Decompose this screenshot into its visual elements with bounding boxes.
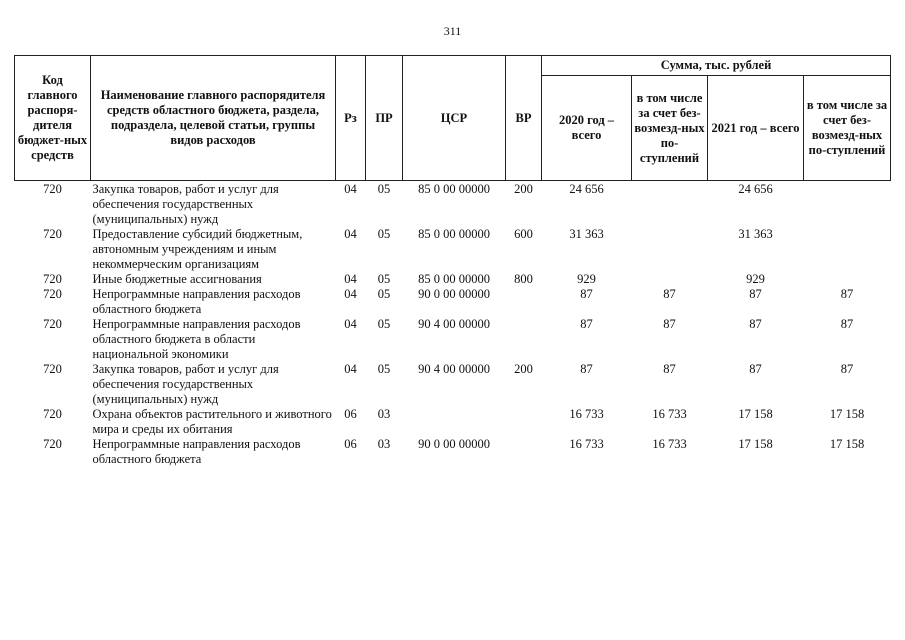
cell-rz: 06 xyxy=(344,407,357,421)
cell-csr xyxy=(403,407,506,437)
cell-csr: 85 0 00 00000 xyxy=(418,227,490,241)
table-row xyxy=(15,407,891,437)
table-row xyxy=(15,317,891,362)
header-code: Код главного распоря-дителя бюджет-ных средств xyxy=(15,56,91,181)
header-2020-total: 2020 год – всего xyxy=(542,76,632,181)
cell-2020-free: 87 xyxy=(663,362,676,376)
cell-2021-total: 17 158 xyxy=(738,437,773,451)
cell-code: 720 xyxy=(43,227,62,241)
cell-2020-free: 87 xyxy=(663,317,676,331)
cell-vr: 800 xyxy=(514,272,533,286)
cell-code: 720 xyxy=(43,272,62,286)
table-body xyxy=(15,181,891,468)
cell-name: Непрограммные направления расходов областного бюджета xyxy=(92,437,301,466)
cell-name: Закупка товаров, работ и услуг для обеспечения государственных (муниципальных) нужд xyxy=(92,182,279,226)
header-name: Наименование главного распорядителя средств областного бюджета, раздела, подраздела, целевой статьи, группы видов расходов xyxy=(91,56,336,181)
cell-2020-free: 16 733 xyxy=(652,407,687,421)
cell-pr: 03 xyxy=(377,407,391,421)
header-rz: Рз xyxy=(336,56,366,181)
cell-code: 720 xyxy=(43,182,62,196)
cell-code: 720 xyxy=(43,407,62,421)
cell-rz: 04 xyxy=(344,272,357,286)
cell-2021-free: 17 158 xyxy=(829,407,865,421)
cell-pr: 05 xyxy=(377,287,391,301)
cell-2020-total: 87 xyxy=(580,287,593,301)
cell-2021-free: 87 xyxy=(840,362,854,376)
cell-2020-free: 16 733 xyxy=(652,437,687,451)
cell-pr: 05 xyxy=(377,317,391,331)
cell-2020-free xyxy=(632,227,708,272)
cell-2020-total: 929 xyxy=(577,272,596,286)
cell-pr: 03 xyxy=(377,437,391,451)
cell-code: 720 xyxy=(43,362,62,376)
cell-2021-total: 87 xyxy=(749,317,762,331)
table-header xyxy=(15,56,891,181)
cell-vr: 600 xyxy=(514,227,533,241)
cell-rz: 04 xyxy=(344,287,357,301)
cell-csr: 85 0 00 00000 xyxy=(418,182,490,196)
cell-2020-free: 87 xyxy=(663,287,676,301)
cell-code: 720 xyxy=(43,317,62,331)
cell-name: Закупка товаров, работ и услуг для обеспечения государственных (муниципальных) нужд xyxy=(92,362,279,406)
cell-2020-free xyxy=(632,272,708,287)
cell-2021-total: 87 xyxy=(749,287,762,301)
cell-2020-total: 31 363 xyxy=(569,227,604,241)
cell-2021-free: 87 xyxy=(840,317,854,331)
cell-rz: 04 xyxy=(344,317,357,331)
header-csr: ЦСР xyxy=(403,56,506,181)
budget-table xyxy=(14,55,891,467)
cell-pr: 05 xyxy=(377,182,391,196)
header-pr: ПР xyxy=(366,56,403,181)
cell-vr xyxy=(506,287,542,317)
cell-vr: 200 xyxy=(514,182,533,196)
cell-2021-total: 31 363 xyxy=(738,227,773,241)
header-2021-free: в том числе за счет без-возмезд-ных по-ступлений xyxy=(804,76,891,181)
cell-csr: 90 4 00 00000 xyxy=(418,317,490,331)
cell-2021-free: 17 158 xyxy=(829,437,865,451)
table-row xyxy=(15,437,891,467)
cell-rz: 04 xyxy=(344,362,357,376)
cell-2020-free xyxy=(632,181,708,228)
cell-vr xyxy=(506,407,542,437)
cell-csr: 90 0 00 00000 xyxy=(418,287,490,301)
header-2021-total: 2021 год – всего xyxy=(708,76,804,181)
header-sum: Сумма, тыс. рублей xyxy=(542,56,891,76)
cell-2021-free xyxy=(804,272,891,287)
cell-pr: 05 xyxy=(377,227,391,241)
cell-vr xyxy=(506,437,542,467)
table-row xyxy=(15,227,891,272)
page-number: 311 xyxy=(443,24,462,38)
cell-csr: 90 4 00 00000 xyxy=(418,362,490,376)
cell-rz: 06 xyxy=(344,437,357,451)
cell-2021-free: 87 xyxy=(840,287,854,301)
cell-name: Непрограммные направления расходов областного бюджета в области национальной экономики xyxy=(92,317,301,361)
header-vr: ВР xyxy=(506,56,542,181)
cell-2021-total: 24 656 xyxy=(738,182,773,196)
table-row xyxy=(15,287,891,317)
cell-rz: 04 xyxy=(344,182,357,196)
table-row xyxy=(15,362,891,407)
cell-2021-free xyxy=(804,181,891,228)
cell-name: Охрана объектов растительного и животного мира и среды их обитания xyxy=(92,407,332,436)
cell-2021-total: 87 xyxy=(749,362,762,376)
cell-2020-total: 16 733 xyxy=(569,437,604,451)
header-2020-free: в том числе за счет без-возмезд-ных по-ступлений xyxy=(632,76,708,181)
cell-rz: 04 xyxy=(344,227,357,241)
table-row xyxy=(15,272,891,287)
cell-name: Предоставление субсидий бюджетным, автономным учреждениям и иным некоммерческим организациям xyxy=(92,227,303,271)
cell-2020-total: 24 656 xyxy=(569,182,604,196)
cell-code: 720 xyxy=(43,287,62,301)
cell-csr: 85 0 00 00000 xyxy=(418,272,490,286)
cell-2021-free xyxy=(804,227,891,272)
cell-2020-total: 87 xyxy=(580,317,593,331)
table-row xyxy=(15,181,891,228)
cell-pr: 05 xyxy=(377,272,391,286)
cell-vr: 200 xyxy=(514,362,533,376)
cell-vr xyxy=(506,317,542,362)
cell-2021-total: 929 xyxy=(746,272,765,286)
cell-name: Иные бюджетные ассигнования xyxy=(92,272,262,286)
cell-pr: 05 xyxy=(377,362,391,376)
cell-code: 720 xyxy=(43,437,62,451)
cell-2020-total: 87 xyxy=(580,362,593,376)
cell-2020-total: 16 733 xyxy=(569,407,604,421)
cell-csr: 90 0 00 00000 xyxy=(418,437,490,451)
cell-name: Непрограммные направления расходов областного бюджета xyxy=(92,287,301,316)
cell-2021-total: 17 158 xyxy=(738,407,773,421)
